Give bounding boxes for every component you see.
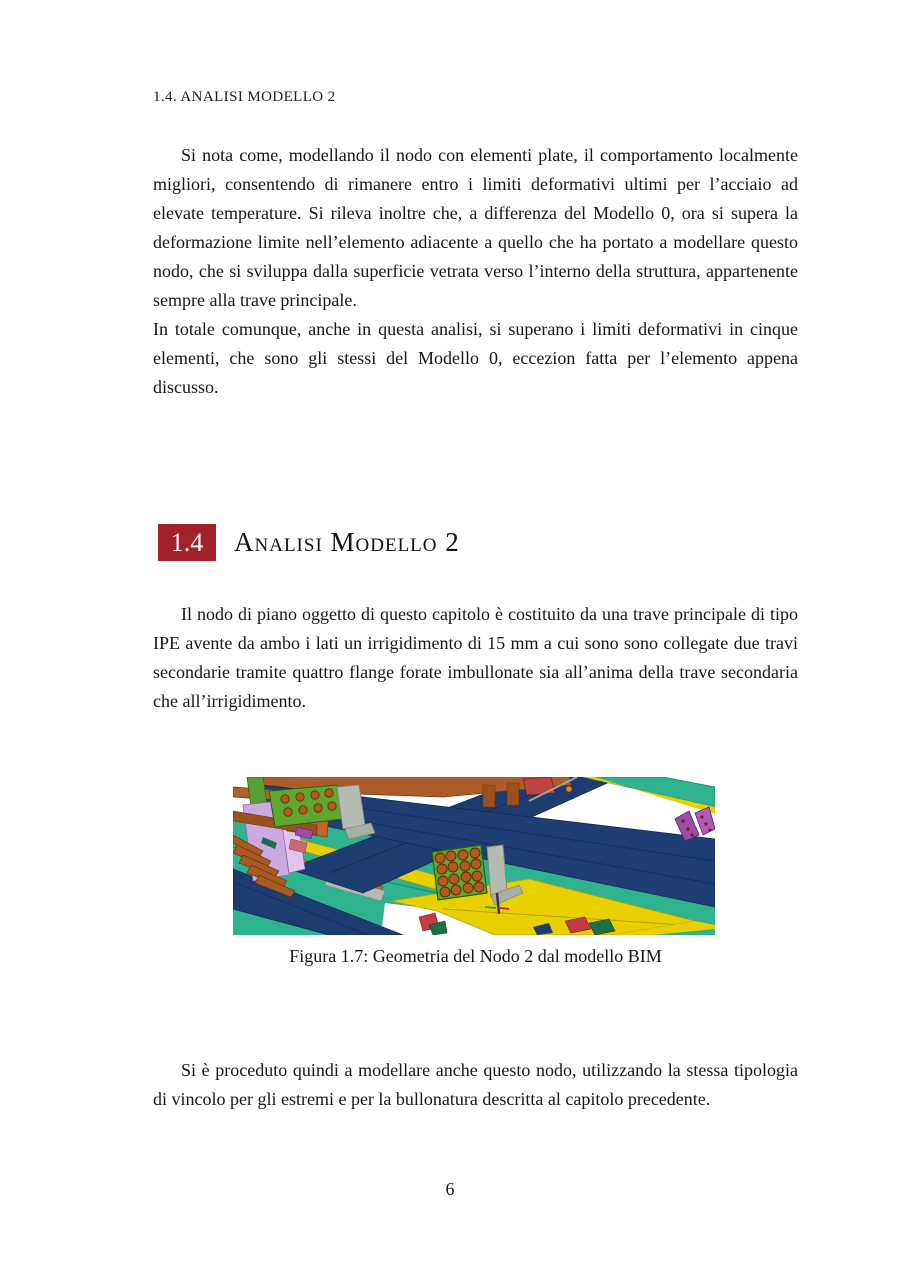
bim-3d-render	[233, 777, 715, 935]
running-header: 1.4. ANALISI MODELLO 2	[153, 89, 336, 105]
page-number: 6	[445, 1179, 455, 1199]
paragraph: In totale comunque, anche in questa analisi, si superano i limiti deformativi in cinque elementi, che sono gli stessi del Modello 0, eccezion fatta per l’elemento appena discusso.	[153, 319, 798, 397]
figure-bim-model-image	[233, 777, 715, 935]
section-number-badge: 1.4	[158, 524, 216, 561]
figure-caption: Figura 1.7: Geometria del Nodo 2 dal modello BIM	[289, 946, 662, 966]
paragraph-block-closing	[153, 1056, 798, 1114]
section-heading	[158, 524, 460, 561]
section-title: Analisi Modello 2	[234, 527, 460, 557]
paragraph: Il nodo di piano oggetto di questo capitolo è costituito da una trave principale di tipo IPE avente da ambo i lati un irrigidimento di 15 mm a cui sono sono collegate due travi secondarie tramite quattro flange forate imbullonate sia all’anima della trave secondaria che all’irrigidimento.	[153, 604, 798, 711]
paragraph: Si nota come, modellando il nodo con elementi plate, il comportamento localmente migliori, consentendo di rimanere entro i limiti deformativi ultimi per l’acciaio ad elevate temperature. Si rileva inoltre che, a differenza del Modello 0, ora si supera la deformazione limite nell’elemento adiacente a quello che ha portato a modellare questo nodo, che si sviluppa dalla superficie vetrata verso l’interno della struttura, appartenente sempre alla trave principale.	[153, 145, 798, 310]
paragraph-block-section	[153, 600, 798, 716]
paragraph-block-intro	[153, 141, 798, 402]
paragraph: Si è proceduto quindi a modellare anche questo nodo, utilizzando la stessa tipologia di vincolo per gli estremi e per la bullonatura descritta al capitolo precedente.	[153, 1060, 798, 1109]
